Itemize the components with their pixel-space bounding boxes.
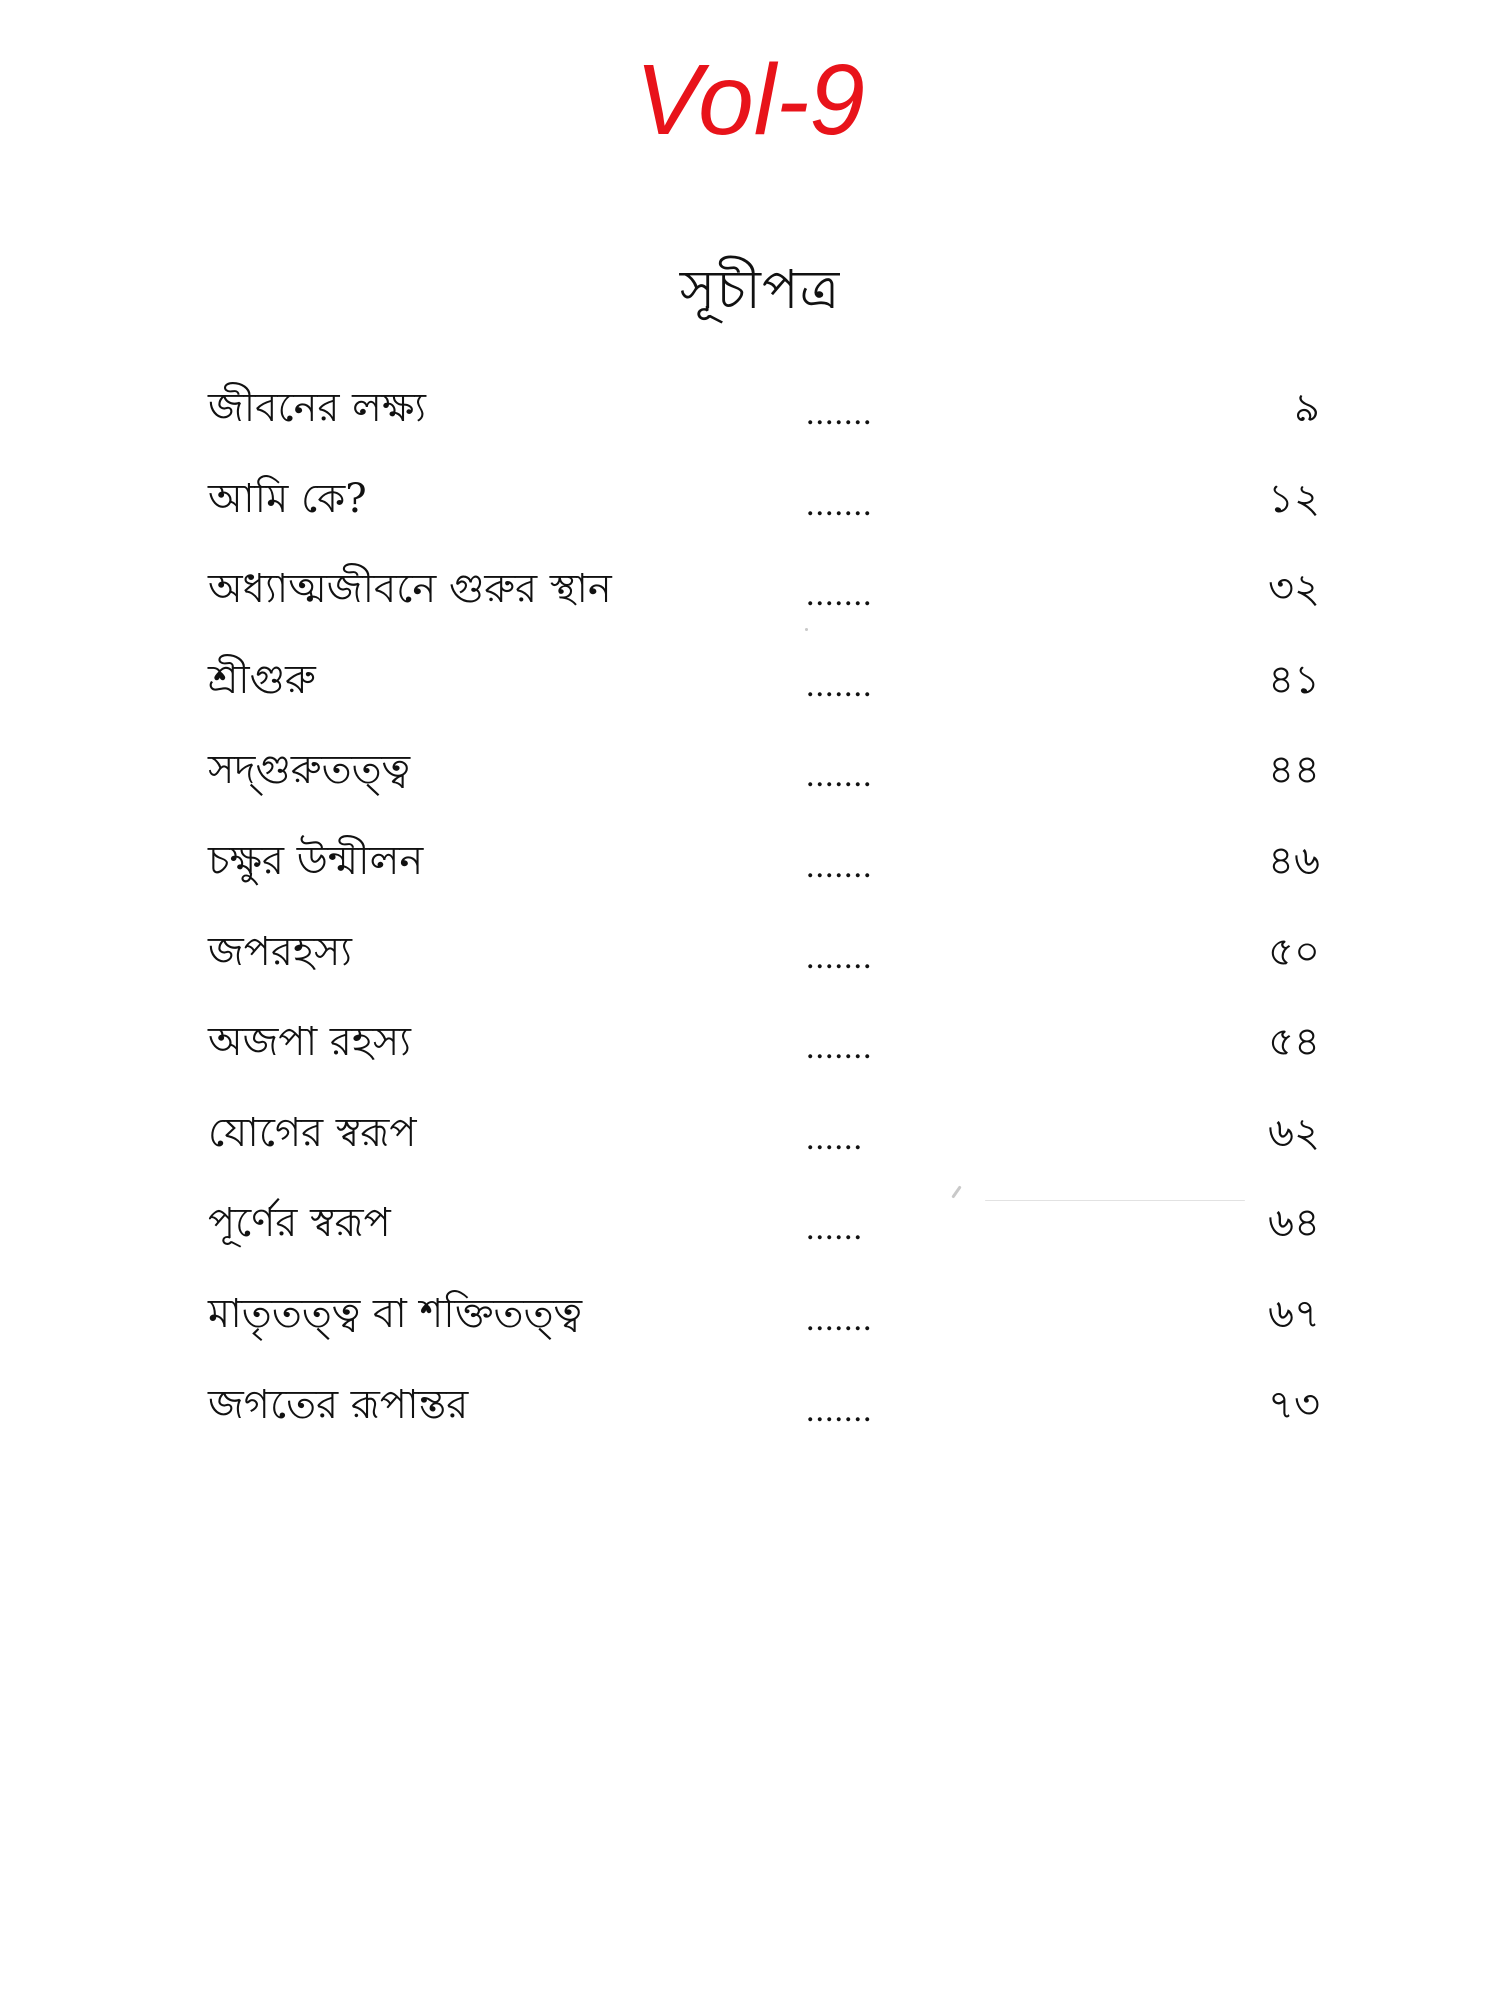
toc-entry	[208, 831, 1320, 922]
toc-entry	[208, 378, 1320, 469]
toc-entry-title: জীবনের লক্ষ্য	[208, 385, 426, 431]
toc-entry-page: ৪৪	[1268, 747, 1320, 794]
toc-entry-leader: ......	[806, 1210, 863, 1248]
toc-heading: সূচীপত্র	[679, 258, 841, 321]
toc-entry-title: আমি কে?	[208, 475, 367, 522]
toc-entry-title: অধ্যাত্মজীবনে গুরুর স্থান	[208, 566, 612, 613]
toc-entry-title: চক্ষুর উন্মীলন	[208, 837, 424, 884]
toc-entry-page: ৫৪	[1268, 1019, 1320, 1066]
scan-speck	[805, 628, 808, 631]
toc-entry-leader: .......	[806, 576, 873, 614]
toc-entry	[208, 1193, 1320, 1284]
toc-entry-page: ৭৩	[1267, 1381, 1320, 1428]
toc-entry	[208, 1012, 1320, 1103]
toc-entry-page: ৪৬	[1268, 837, 1320, 884]
toc-entry-leader: .......	[806, 1391, 873, 1429]
toc-entry-leader: .......	[806, 847, 873, 885]
toc-entry	[208, 1103, 1320, 1194]
toc-entry-leader: .......	[806, 1300, 873, 1338]
toc-entry-leader: .......	[806, 395, 873, 432]
toc-entry-leader: .......	[806, 938, 873, 976]
toc-entry-title: জপরহস্য	[208, 928, 352, 975]
toc-entry-title: মাতৃতত্ত্ব বা শক্তিতত্ত্ব	[208, 1290, 583, 1337]
volume-label: Vol-9	[635, 44, 865, 156]
toc-entry-page: ৪১	[1268, 656, 1320, 703]
toc-entry	[208, 1375, 1320, 1466]
toc-entry	[208, 1284, 1320, 1375]
toc-entry-page: ৬৪	[1268, 1200, 1320, 1247]
toc-entry-page: ৯	[1294, 385, 1320, 431]
toc-entry	[208, 650, 1320, 741]
toc-entry-leader: .......	[806, 1029, 873, 1067]
toc-entry	[208, 469, 1320, 560]
toc-entry-title: যোগের স্বরূপ	[208, 1109, 417, 1156]
toc-entry-leader: .......	[806, 485, 873, 523]
toc-entry-title: পূর্ণের স্বরূপ	[208, 1200, 391, 1247]
toc-entry-title: অজপা রহস্য	[208, 1019, 411, 1066]
toc-entry	[208, 740, 1320, 831]
toc-entry-leader: .......	[806, 757, 873, 795]
toc-entry-page: ৫০	[1268, 928, 1320, 975]
toc-entry-title: জগতের রূপান্তর	[208, 1381, 469, 1428]
toc-entry-page: ৬২	[1267, 1109, 1320, 1156]
toc-entry-leader: .......	[806, 666, 873, 704]
toc-entry-leader: ......	[806, 1119, 863, 1157]
toc-entry-page: ৩২	[1267, 566, 1320, 613]
scan-speck	[985, 1200, 1245, 1201]
toc-entry-page: ৬৭	[1267, 1290, 1320, 1337]
toc-entry	[208, 559, 1320, 650]
toc-entry-page: ১২	[1268, 475, 1320, 522]
toc-list	[208, 378, 1320, 1465]
toc-entry	[208, 922, 1320, 1013]
toc-entry-title: সদ্‌গুরুতত্ত্ব	[208, 747, 411, 794]
toc-entry-title: শ্রীগুরু	[208, 656, 316, 703]
